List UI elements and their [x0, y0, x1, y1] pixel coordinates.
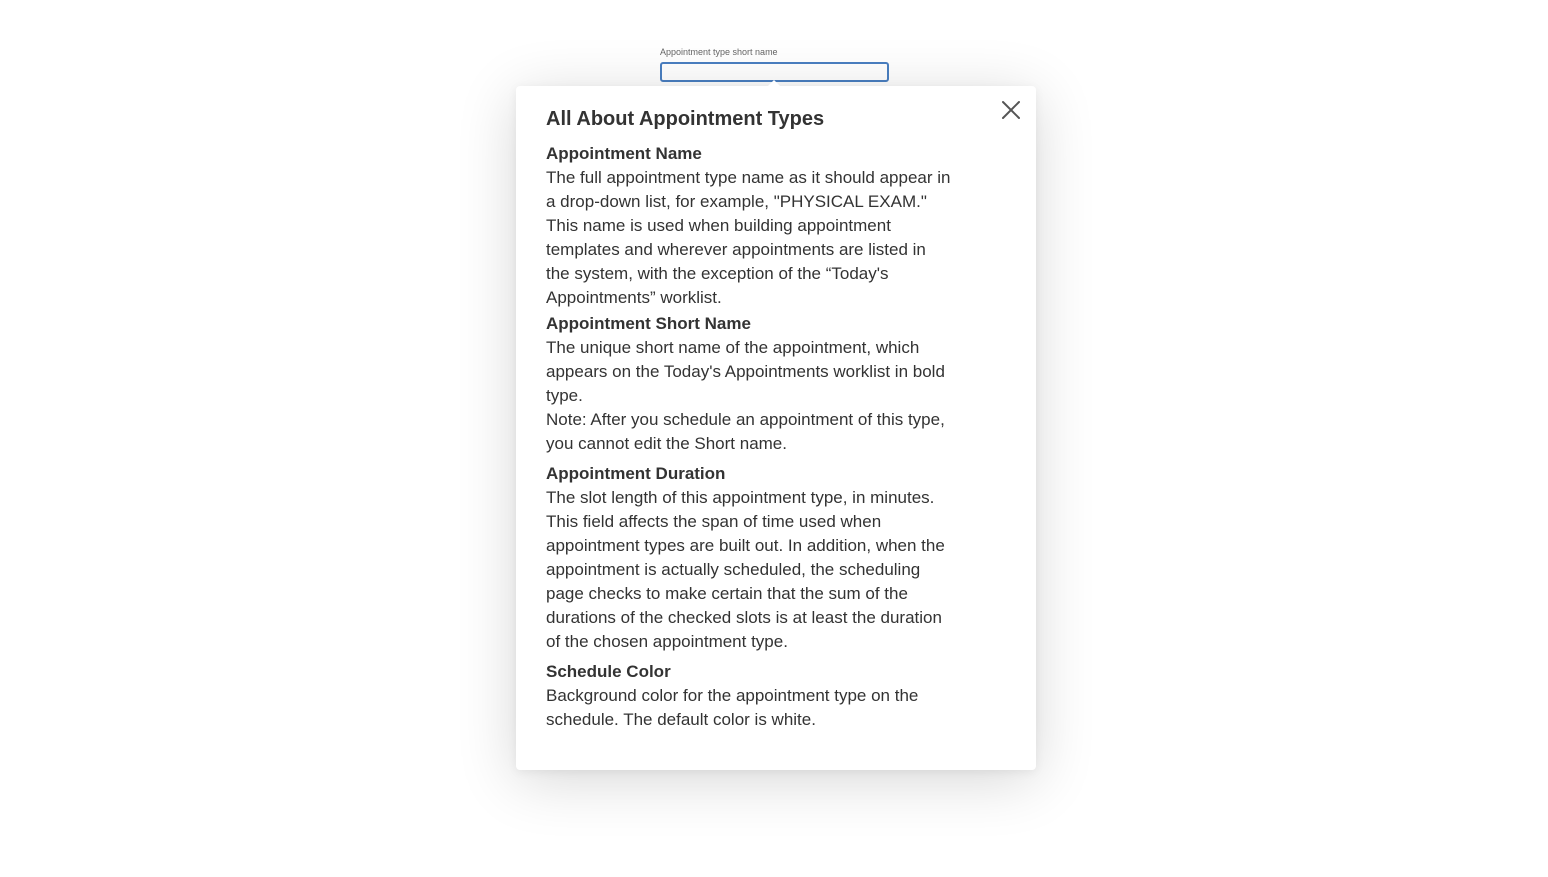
close-icon — [1000, 99, 1022, 121]
section-heading: Appointment Name — [546, 144, 702, 163]
short-name-field — [660, 46, 890, 82]
section-paragraph: The slot length of this appointment type, in minutes. This field affects the span of time used when appointment types are built out. In addition, when the appointment is actually scheduled, the scheduling page checks to make certain that the sum of the durations of the checked slots is at least the duration of the chosen appointment type. — [546, 488, 945, 651]
popover-arrow — [768, 80, 780, 86]
section-appointment-name — [546, 142, 951, 310]
section-heading: Schedule Color — [546, 662, 671, 681]
section-paragraph: Note: After you schedule an appointment of this type, you cannot edit the Short name. — [546, 410, 945, 453]
section-heading: Appointment Duration — [546, 464, 726, 483]
close-button[interactable] — [1000, 99, 1022, 121]
short-name-input[interactable] — [660, 62, 889, 82]
section-heading: Appointment Short Name — [546, 314, 751, 333]
help-popover — [516, 86, 1036, 770]
section-paragraph: This name is used when building appointment templates and wherever appointments are listed in the system, with the exception of the “Today's Appointments” worklist. — [546, 216, 926, 307]
short-name-label: Appointment type short name — [660, 47, 778, 57]
section-schedule-color — [546, 660, 951, 732]
section-appointment-duration — [546, 462, 951, 654]
popover-title: All About Appointment Types — [546, 108, 825, 130]
section-paragraph: The unique short name of the appointment, which appears on the Today's Appointments worklist in bold type. — [546, 338, 945, 405]
section-appointment-short-name — [546, 312, 951, 456]
section-paragraph: Background color for the appointment type on the schedule. The default color is white. — [546, 686, 919, 729]
section-paragraph: The full appointment type name as it should appear in a drop-down list, for example, "PHYSICAL EXAM." — [546, 168, 951, 211]
